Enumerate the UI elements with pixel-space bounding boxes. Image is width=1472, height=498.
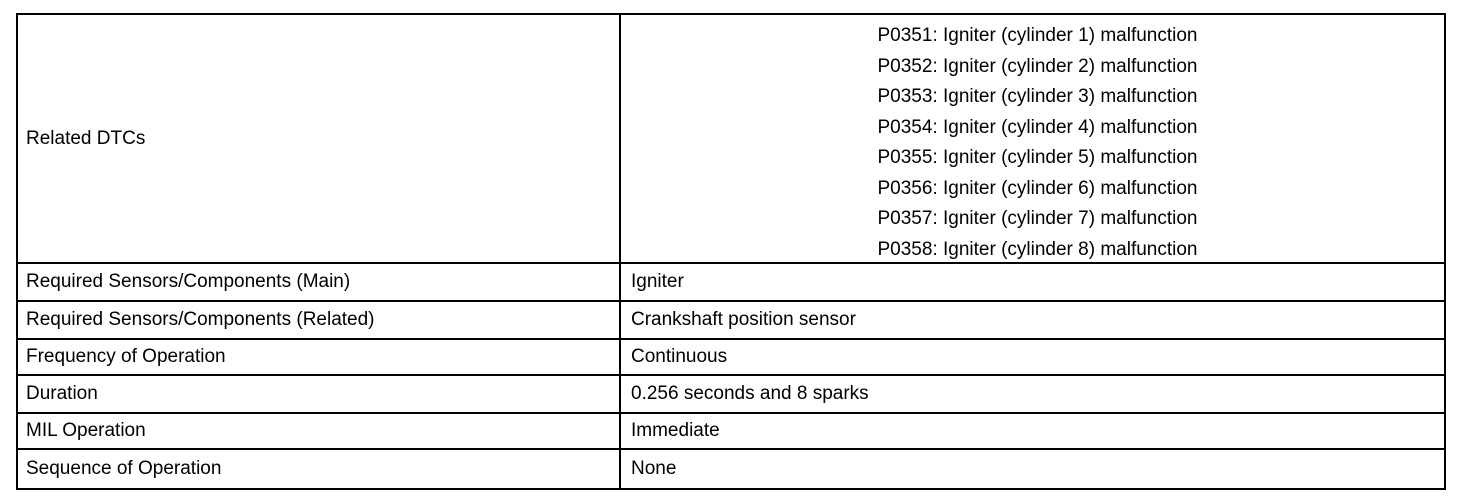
table-row-sequence	[18, 450, 1444, 488]
dtc-item: P0354: Igniter (cylinder 4) malfunction	[877, 116, 1198, 138]
row-label: Sequence of Operation	[18, 450, 621, 488]
row-label: MIL Operation	[18, 414, 621, 448]
dtc-item: P0352: Igniter (cylinder 2) malfunction	[877, 55, 1198, 77]
table-row-required-main	[18, 264, 1444, 302]
dtc-item: P0357: Igniter (cylinder 7) malfunction	[877, 208, 1198, 229]
table-row-frequency	[18, 340, 1444, 376]
dtc-item: P0351: Igniter (cylinder 1) malfunction	[877, 25, 1198, 46]
row-value: 0.256 seconds and 8 sparks	[631, 383, 869, 404]
row-value: Immediate	[631, 420, 720, 441]
row-value: None	[631, 458, 677, 479]
row-value: Crankshaft position sensor	[631, 309, 856, 330]
dtc-list	[621, 15, 1444, 262]
table-row-duration	[18, 376, 1444, 414]
row-label: Required Sensors/Components (Related)	[18, 302, 621, 338]
table-row-related-dtcs	[18, 15, 1444, 264]
dtc-item: P0356: Igniter (cylinder 6) malfunction	[877, 177, 1198, 199]
row-value: Igniter	[631, 271, 684, 292]
dtc-item: P0353: Igniter (cylinder 3) malfunction	[877, 86, 1198, 107]
dtc-item: P0358: Igniter (cylinder 8) malfunction	[877, 238, 1198, 260]
table-row-required-related	[18, 302, 1444, 340]
table-row-mil-operation	[18, 414, 1444, 450]
monitor-info-table	[16, 13, 1446, 490]
row-value: Continuous	[631, 346, 728, 367]
row-label: Related DTCs	[18, 15, 621, 262]
row-label: Frequency of Operation	[18, 340, 621, 374]
dtc-item: P0355: Igniter (cylinder 5) malfunction	[877, 147, 1198, 168]
row-label: Duration	[18, 376, 621, 412]
row-label: Required Sensors/Components (Main)	[18, 264, 621, 300]
